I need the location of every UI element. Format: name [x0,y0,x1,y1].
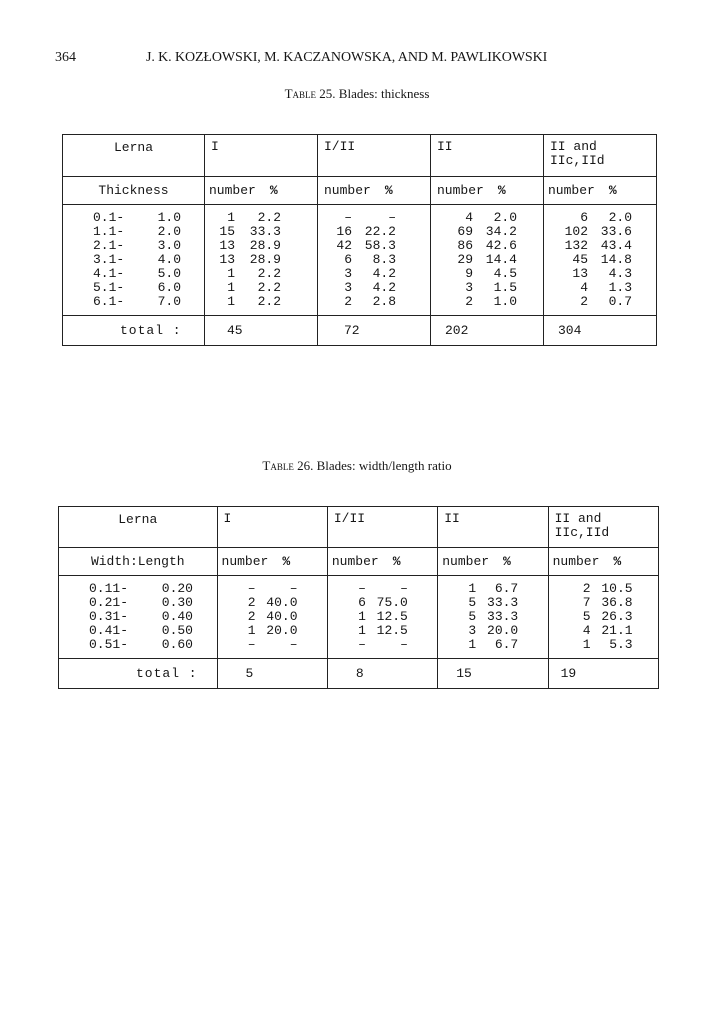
table-row [553,624,658,638]
table-row [209,239,317,253]
sub-header-number: number [331,554,379,569]
group-header [548,507,658,548]
cell-percent: 2.2 [257,210,281,225]
range-from: 0.41- [89,623,129,638]
corner-label: Lerna [63,135,205,177]
table-row [553,596,658,610]
table-row [222,638,327,652]
cell-percent: 42.6 [485,238,517,253]
sub-header-number: number [437,183,484,198]
cell-percent: 12.5 [376,623,408,638]
group-header [318,135,431,177]
range-to: 6.0 [157,280,181,295]
cell-percent: 4.2 [372,266,396,281]
table-row [548,267,656,281]
sub-header [548,548,658,576]
range-cell [89,610,217,624]
group-data-column [438,576,548,659]
table-row [209,225,317,239]
table-row [209,253,317,267]
table-row [442,638,547,652]
cell-number: 13 [219,238,235,253]
table-25-caption-text: Blades: thickness [338,86,430,101]
table-row [324,225,430,239]
cell-number: 1 [468,581,477,596]
sub-header [327,548,437,576]
cell-percent: 2.2 [257,280,281,295]
total-value: 8 [327,659,437,689]
range-to: 2.0 [157,224,181,239]
header-row-groups [63,135,657,177]
cell-percent: – [289,637,298,652]
table-row [442,582,547,596]
cell-number: 2 [344,294,352,309]
range-cell [89,624,217,638]
sub-header [438,548,548,576]
sub-header-percent: % [384,183,393,198]
sub-header-percent: % [503,554,511,569]
table-26-caption-text: Blades: width/length ratio [316,458,452,473]
table-row [324,253,430,267]
total-label: total : [63,316,205,346]
sub-header-percent: % [608,183,617,198]
cell-percent: 2.2 [257,294,281,309]
cell-number: 3 [344,266,352,281]
range-to: 5.0 [157,266,181,281]
group-data-column [318,205,431,316]
total-value: 19 [548,659,658,689]
total-row [59,659,659,689]
cell-number: – [358,637,366,652]
range-cell [93,225,204,239]
cell-percent: 2.0 [608,210,632,225]
sub-header-number: number [548,183,595,198]
cell-number: 1 [227,294,235,309]
header-row-sub [59,548,659,576]
range-cell [89,582,217,596]
table-26-caption [0,458,714,474]
range-cell [93,295,204,309]
sub-header [217,548,327,576]
cell-percent: 33.3 [487,595,519,610]
cell-number: 2 [247,595,256,610]
table-row [209,281,317,295]
table-row [324,295,430,309]
cell-percent: 58.3 [364,238,396,253]
page-number: 364 [55,50,76,65]
cell-percent: 5.3 [609,637,633,652]
range-to: 7.0 [157,294,181,309]
cell-percent: 33.3 [487,609,519,624]
range-to: 3.0 [157,238,181,253]
cell-percent: 4.5 [493,266,517,281]
cell-percent: – [400,637,408,652]
cell-number: 4 [580,280,588,295]
group-header-line: II [444,511,460,526]
group-header [217,507,327,548]
table-25-caption [0,86,714,102]
cell-percent: – [289,581,298,596]
range-from: 3.1- [93,252,125,267]
group-data-column [544,205,657,316]
cell-percent: 4.2 [372,280,396,295]
table-row [222,624,327,638]
cell-percent: 6.7 [494,637,519,652]
table-25 [62,134,657,346]
cell-number: 1 [227,280,235,295]
cell-number: – [247,581,256,596]
sub-header [431,177,544,205]
range-from: 0.21- [89,595,129,610]
group-data-column [431,205,544,316]
table-row [332,638,437,652]
group-header-line: II and [550,139,597,154]
cell-number: 2 [582,581,591,596]
range-from: 5.1- [93,280,125,295]
cell-percent: 14.8 [600,252,632,267]
table-row [442,624,547,638]
range-column [59,576,218,659]
group-data-column [327,576,437,659]
cell-percent: 28.9 [249,252,281,267]
table-row [548,281,656,295]
cell-number: 1 [247,623,256,638]
cell-number: 86 [457,238,473,253]
table-row [222,596,327,610]
cell-number: 2 [465,294,473,309]
sub-header-percent: % [282,554,291,569]
group-header-line: IIc,IId [550,153,605,168]
range-to: 0.20 [161,581,193,596]
range-to: 0.40 [161,609,193,624]
group-header-line: II and [554,511,602,526]
group-header-line: I/II [324,139,356,154]
cell-number: 3 [344,280,352,295]
table-26 [58,506,659,689]
table-row [553,638,658,652]
sub-header-percent: % [497,183,506,198]
table-row [332,610,437,624]
sub-header-number: number [552,554,600,569]
range-from: 2.1- [93,238,125,253]
group-header-line: I [211,139,219,154]
table-row [437,281,543,295]
cell-number: 1 [227,266,235,281]
table-row [332,624,437,638]
cell-percent: 2.2 [257,266,281,281]
cell-number: – [247,637,256,652]
cell-percent: 6.7 [494,581,519,596]
cell-number: 6 [580,210,588,225]
range-cell [93,281,204,295]
row-header-label: Width:Length [59,548,218,576]
group-header-line: I/II [333,511,366,526]
cell-percent: 8.3 [372,252,396,267]
cell-number: 13 [219,252,235,267]
corner-label: Lerna [59,507,218,548]
cell-number: 69 [457,224,473,239]
cell-number: 5 [582,609,591,624]
cell-number: 5 [468,609,477,624]
data-rows [63,205,657,316]
range-from: 0.11- [89,581,129,596]
cell-number: 16 [336,224,352,239]
table-row [222,582,327,596]
cell-percent: 10.5 [601,581,633,596]
cell-percent: – [388,210,396,225]
cell-number: 3 [465,280,473,295]
range-to: 0.60 [161,637,193,652]
table-row [324,281,430,295]
table-row [437,295,543,309]
running-head [0,50,714,70]
range-from: 0.51- [89,637,129,652]
cell-number: 132 [564,238,588,253]
range-to: 0.30 [161,595,193,610]
range-cell [89,596,217,610]
table-row [437,211,543,225]
total-value: 202 [431,316,544,346]
table-row [437,239,543,253]
table-row [222,610,327,624]
group-header [544,135,657,177]
cell-percent: 36.8 [601,595,633,610]
sub-header [205,177,318,205]
table-26-caption-label: Table 26. [262,458,314,473]
cell-number: – [358,581,366,596]
total-label: total : [59,659,218,689]
table-row [209,267,317,281]
cell-percent: 4.3 [608,266,632,281]
cell-percent: 14.4 [485,252,517,267]
cell-number: 5 [468,595,477,610]
table-row [332,582,437,596]
range-to: 1.0 [157,210,181,225]
group-header [431,135,544,177]
range-cell [93,267,204,281]
cell-percent: 21.1 [601,623,633,638]
cell-number: 1 [358,623,366,638]
cell-number: 6 [358,595,366,610]
cell-percent: 40.0 [266,595,298,610]
cell-number: 3 [468,623,477,638]
sub-header [318,177,431,205]
cell-percent: 20.0 [487,623,519,638]
cell-percent: 43.4 [600,238,632,253]
cell-percent: 2.8 [372,294,396,309]
cell-percent: 1.0 [493,294,517,309]
cell-percent: – [400,581,408,596]
table-row [442,596,547,610]
sub-header [544,177,657,205]
running-head-authors: J. K. KOZŁOWSKI, M. KACZANOWSKA, AND M. PAWLIKOWSKI [146,50,548,65]
table-row [548,211,656,225]
cell-percent: 75.0 [376,595,408,610]
sub-header-percent: % [392,554,401,569]
range-cell [89,638,217,652]
total-value: 304 [544,316,657,346]
cell-number: 9 [465,266,473,281]
cell-percent: 26.3 [601,609,633,624]
cell-number: 13 [572,266,588,281]
cell-number: 1 [582,637,591,652]
total-row [63,316,657,346]
header-row-groups [59,507,659,548]
range-cell [93,253,204,267]
cell-percent: 22.2 [364,224,396,239]
sub-header-number: number [324,183,371,198]
group-header [327,507,437,548]
cell-number: – [344,210,352,225]
group-header-line: II [437,139,453,154]
cell-number: 4 [582,623,591,638]
range-from: 1.1- [93,224,125,239]
range-from: 6.1- [93,294,125,309]
cell-percent: 28.9 [249,238,281,253]
cell-number: 1 [468,637,477,652]
table-row [548,253,656,267]
table-row [324,239,430,253]
cell-percent: 1.5 [493,280,517,295]
cell-percent: 12.5 [376,609,408,624]
table-row [548,295,656,309]
total-value: 45 [205,316,318,346]
table-row [209,211,317,225]
cell-percent: 20.0 [266,623,298,638]
sub-header-percent: % [269,183,278,198]
header-row-sub [63,177,657,205]
table-row [548,239,656,253]
cell-number: 1 [358,609,366,624]
range-column [63,205,205,316]
cell-number: 15 [219,224,235,239]
range-to: 0.50 [161,623,193,638]
group-data-column [217,576,327,659]
range-cell [93,239,204,253]
range-from: 0.1- [93,210,125,225]
cell-number: 42 [336,238,352,253]
table-row [553,610,658,624]
cell-percent: 0.7 [608,294,632,309]
cell-number: 2 [247,609,256,624]
sub-header-number: number [442,554,490,569]
cell-number: 6 [344,252,352,267]
table-row [324,211,430,225]
cell-number: 29 [457,252,473,267]
range-to: 4.0 [157,252,181,267]
group-header [205,135,318,177]
row-header-label: Thickness [63,177,205,205]
group-header-line: I [223,511,232,526]
sub-header-percent: % [613,554,622,569]
table-row [332,596,437,610]
table-row [209,295,317,309]
cell-number: 4 [465,210,473,225]
cell-number: 1 [227,210,235,225]
table-row [553,582,658,596]
cell-number: 102 [564,224,588,239]
group-header [438,507,548,548]
table-row [548,225,656,239]
cell-percent: 33.3 [249,224,281,239]
cell-percent: 40.0 [266,609,298,624]
cell-number: 45 [572,252,588,267]
table-row [437,253,543,267]
range-cell [93,211,204,225]
sub-header-number: number [221,554,269,569]
cell-number: 7 [582,595,591,610]
group-header-line: IIc,IId [554,525,610,540]
table-row [437,267,543,281]
cell-number: 2 [580,294,588,309]
cell-percent: 1.3 [608,280,632,295]
cell-percent: 2.0 [493,210,517,225]
table-25-caption-label: Table 25. [284,86,336,101]
group-data-column [205,205,318,316]
total-value: 15 [438,659,548,689]
range-from: 4.1- [93,266,125,281]
total-value: 5 [217,659,327,689]
cell-percent: 33.6 [600,224,632,239]
sub-header-number: number [209,183,256,198]
range-from: 0.31- [89,609,129,624]
cell-percent: 34.2 [485,224,517,239]
table-row [442,610,547,624]
group-data-column [548,576,658,659]
table-row [437,225,543,239]
data-rows [59,576,659,659]
table-row [324,267,430,281]
total-value: 72 [318,316,431,346]
